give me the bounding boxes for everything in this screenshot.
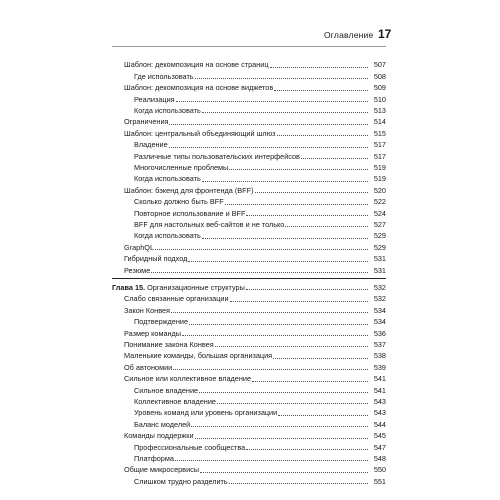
toc-entry-title: Сильное владение	[134, 385, 199, 395]
toc-entry-page: 527	[373, 219, 386, 229]
toc-entry	[112, 463, 386, 474]
running-title: Оглавление	[324, 30, 374, 40]
toc-entry-title: Шаблон: центральный объединяющий шлюз	[124, 128, 276, 138]
toc-entry-page: 541	[373, 374, 386, 384]
toc-entry-title: Повторное использование и BFF	[134, 208, 246, 218]
toc-entry	[112, 138, 386, 149]
toc-entry-page: 548	[373, 453, 386, 463]
toc-entry	[112, 383, 386, 394]
toc-entry-page: 541	[373, 385, 386, 395]
toc-entry-page: 532	[373, 294, 386, 304]
toc-entry	[112, 115, 386, 126]
toc-entry-page: 545	[373, 431, 386, 441]
toc-entry	[112, 292, 386, 303]
toc-entry-title: Гибридный подход	[124, 254, 188, 264]
toc-entry	[112, 395, 386, 406]
toc-entry	[112, 104, 386, 115]
toc-entry-page: 536	[373, 328, 386, 338]
toc-entry-title: BFF для настольных веб-сайтов и не только	[134, 219, 285, 229]
dot-leader	[200, 466, 368, 473]
page-header	[324, 27, 396, 47]
dot-leader	[202, 232, 368, 239]
toc-entry-page: 534	[373, 317, 386, 327]
toc-entry-page: 550	[373, 465, 386, 475]
toc-entry-page: 539	[373, 362, 386, 372]
toc-entry-page: 510	[373, 94, 386, 104]
toc-entry-title: Уровень команд или уровень организации	[134, 408, 278, 418]
toc-entry	[112, 406, 386, 417]
dot-leader	[246, 209, 368, 216]
dot-leader	[173, 363, 368, 370]
dot-leader	[230, 295, 368, 302]
toc-entry-title: GraphQL	[124, 242, 155, 252]
toc-entry	[112, 69, 386, 80]
toc-entry-page: 547	[373, 442, 386, 452]
toc-entry-page: 514	[373, 117, 386, 127]
dot-leader	[191, 420, 368, 427]
toc-entry-title: Об автономии	[124, 362, 173, 372]
toc-entry-title: Владение	[134, 140, 168, 150]
toc-entry-title: Резюме	[124, 265, 151, 275]
toc-entry	[112, 206, 386, 217]
dot-leader	[176, 95, 368, 102]
toc-entry-title: Понимание закона Конвея	[124, 339, 214, 349]
toc-entry	[112, 360, 386, 371]
toc-entry-title: Баланс моделей	[134, 419, 191, 429]
toc-entry	[112, 372, 386, 383]
toc-entry-title: Реализация	[134, 94, 175, 104]
dot-leader	[195, 432, 368, 439]
toc-entry-title: Шаблон: бэкенд для фронтенда (BFF)	[124, 185, 254, 195]
dot-leader	[217, 397, 368, 404]
toc-entry-page: 517	[373, 151, 386, 161]
toc-entry-title: Закон Конвея	[124, 305, 170, 315]
toc-entry	[112, 315, 386, 326]
toc-entry-page: 507	[373, 60, 386, 70]
toc-entry-page: 529	[373, 242, 386, 252]
toc-entry-page: 538	[373, 351, 386, 361]
toc-entry-page: 531	[373, 254, 386, 264]
toc-entry-title: Шаблон: декомпозиция на основе виджетов	[124, 83, 274, 93]
toc-entry-page: 508	[373, 71, 386, 81]
dot-leader	[229, 163, 368, 170]
toc-entry	[112, 172, 386, 183]
dot-leader	[151, 266, 368, 273]
toc-entry-page: 513	[373, 105, 386, 115]
dot-leader	[229, 477, 368, 484]
toc-entry-page: 551	[373, 476, 386, 486]
toc-entry-page: 522	[373, 197, 386, 207]
dot-leader	[175, 454, 368, 461]
header-rule	[112, 46, 386, 47]
toc-entry	[112, 440, 386, 451]
toc-entry	[112, 229, 386, 240]
toc-entry-title: Слабо связанные организации	[124, 294, 229, 304]
dot-leader	[199, 386, 368, 393]
toc-entry	[112, 92, 386, 103]
toc-entry-title: Общие микросервисы	[124, 465, 200, 475]
toc-entry-title: Различные типы пользовательских интерфейсов	[134, 151, 300, 161]
toc-entry-page: 509	[373, 83, 386, 93]
toc-entry	[112, 252, 386, 263]
dot-leader	[169, 141, 368, 148]
dot-leader	[255, 186, 368, 193]
dot-leader	[277, 129, 368, 136]
chapter-label: Глава 15.	[112, 282, 146, 292]
toc-entry-title: Маленькие команды, большая организация	[124, 351, 273, 361]
toc-entry	[112, 183, 386, 194]
chapter-rule	[112, 278, 386, 279]
toc-entry	[112, 417, 386, 428]
dot-leader	[246, 283, 368, 290]
toc-entry-title: Платформа	[134, 453, 174, 463]
dot-leader	[225, 198, 368, 205]
toc-entry-title: Слишком трудно разделить	[134, 476, 228, 486]
toc-entry	[112, 263, 386, 274]
toc-entry-title: Шаблон: декомпозиция на основе страниц	[124, 60, 269, 70]
toc-entry	[112, 349, 386, 360]
toc-entry	[112, 474, 386, 485]
toc-entry	[112, 326, 386, 337]
page-number: 17	[378, 27, 392, 41]
toc-entry-page: 537	[373, 339, 386, 349]
toc-entry	[112, 58, 386, 69]
dot-leader	[301, 152, 368, 159]
dot-leader	[252, 375, 368, 382]
toc-entry-page: 524	[373, 208, 386, 218]
toc-entry-page: 543	[373, 396, 386, 406]
dot-leader	[274, 84, 368, 91]
toc-entry	[112, 81, 386, 92]
dot-leader	[246, 443, 368, 450]
toc-entry-title: Команды поддержки	[124, 431, 194, 441]
toc-entry-title: Когда использовать	[134, 174, 201, 184]
toc-entry-title: Профессиональные сообщества	[134, 442, 246, 452]
toc-entry	[112, 195, 386, 206]
dot-leader	[182, 329, 368, 336]
toc-entry-title: Многочисленные проблемы	[134, 162, 229, 172]
toc-entry-title: Ограничения	[124, 117, 169, 127]
dot-leader	[188, 255, 368, 262]
toc-entry	[112, 303, 386, 314]
toc-entry-title: Коллективное владение	[134, 396, 216, 406]
toc-entry-title: Размер команды	[124, 328, 182, 338]
toc-entry	[112, 452, 386, 463]
dot-leader	[215, 340, 368, 347]
chapter-page: 532	[373, 282, 386, 292]
toc-entry	[112, 126, 386, 137]
dot-leader	[202, 175, 368, 182]
dot-leader	[195, 72, 368, 79]
toc-entry-page: 517	[373, 140, 386, 150]
toc-entry-title: Сколько должно быть BFF	[134, 197, 224, 207]
dot-leader	[155, 243, 368, 250]
dot-leader	[270, 61, 368, 68]
toc-entry-title: Когда использовать	[134, 231, 201, 241]
toc-entry	[112, 149, 386, 160]
toc-entry-title: Сильное или коллективное владение	[124, 374, 252, 384]
toc-entry-title: Подтверждение	[134, 317, 189, 327]
toc-entry-page: 519	[373, 174, 386, 184]
chapter-title: Организационные структуры	[147, 282, 245, 292]
chapter-heading	[112, 281, 386, 292]
dot-leader	[169, 118, 368, 125]
dot-leader	[189, 318, 368, 325]
toc-entry-page: 544	[373, 419, 386, 429]
toc-entry	[112, 161, 386, 172]
dot-leader	[171, 306, 368, 313]
toc-entry	[112, 218, 386, 229]
toc-entry	[112, 338, 386, 349]
toc-entry-page: 520	[373, 185, 386, 195]
toc-entry-page: 534	[373, 305, 386, 315]
toc-entry	[112, 429, 386, 440]
toc-entry	[112, 240, 386, 251]
dot-leader	[273, 352, 368, 359]
toc-entry-page: 543	[373, 408, 386, 418]
toc-entry-page: 519	[373, 162, 386, 172]
dot-leader	[285, 220, 368, 227]
toc-entry-page: 515	[373, 128, 386, 138]
toc-entry-page: 531	[373, 265, 386, 275]
dot-leader	[278, 409, 368, 416]
dot-leader	[202, 106, 368, 113]
toc-entry-page: 529	[373, 231, 386, 241]
toc-entry-title: Где использовать	[134, 71, 194, 81]
toc-entry-title: Когда использовать	[134, 105, 201, 115]
